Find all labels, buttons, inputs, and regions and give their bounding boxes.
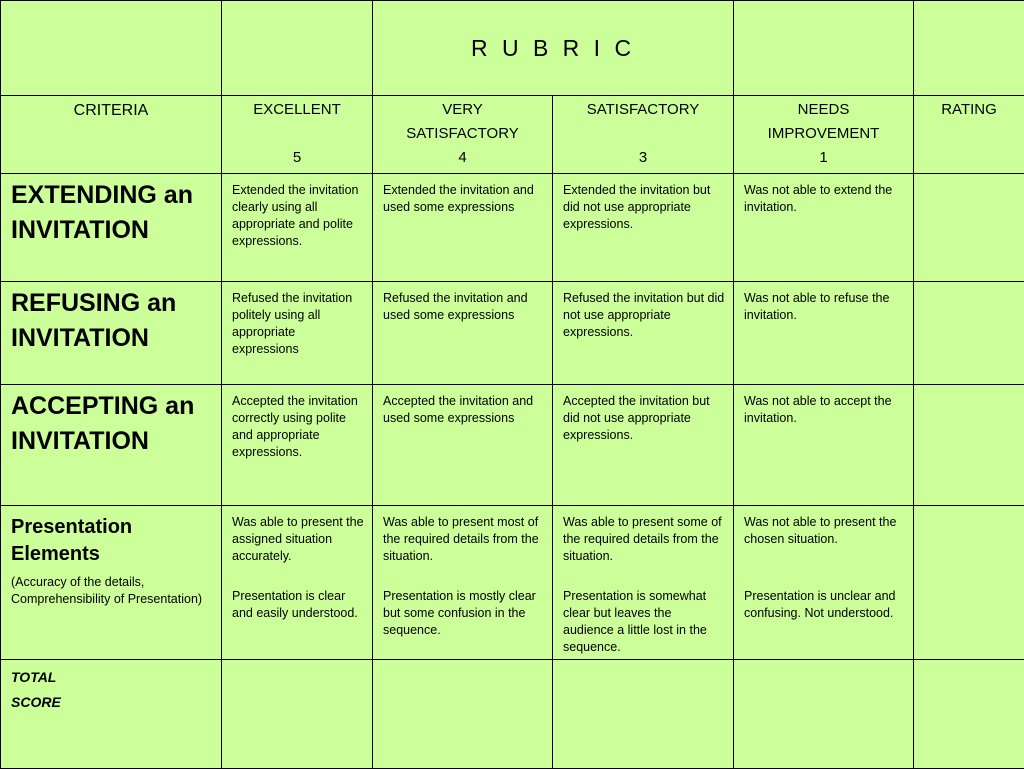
- total-score-label: [1, 660, 222, 769]
- rating-cell[interactable]: [914, 174, 1024, 282]
- criteria-header: CRITERIA: [1, 96, 222, 174]
- satisfactory-score: 3: [639, 149, 647, 166]
- very-satisfactory-text-2: Presentation is mostly clear but some confusion in the sequence.: [383, 588, 544, 639]
- rating-cell[interactable]: [914, 506, 1024, 660]
- needs-improvement-label-1: NEEDS: [798, 101, 850, 118]
- criteria-cell: REFUSING an INVITATION: [1, 282, 222, 385]
- total-rating-cell[interactable]: [914, 660, 1024, 769]
- total-blank-cell: [734, 660, 914, 769]
- excellent-text-1: Was able to present the assigned situation accurately.: [232, 515, 364, 563]
- very-satisfactory-cell: Accepted the invitation and used some expressions: [373, 385, 553, 506]
- very-satisfactory-label-2: SATISFACTORY: [406, 125, 519, 142]
- title-blank-cell: [1, 1, 222, 96]
- criteria-cell: ACCEPTING an INVITATION: [1, 385, 222, 506]
- excellent-text-2: Presentation is clear and easily understood.: [232, 588, 364, 622]
- very-satisfactory-cell: Refused the invitation and used some expressions: [373, 282, 553, 385]
- satisfactory-cell: Accepted the invitation but did not use appropriate expressions.: [553, 385, 734, 506]
- needs-improvement-header: [734, 96, 914, 174]
- table-row: [1, 506, 1024, 660]
- needs-improvement-cell: Was not able to accept the invitation.: [734, 385, 914, 506]
- needs-improvement-score: 1: [819, 149, 827, 166]
- total-blank-cell: [222, 660, 373, 769]
- excellent-cell: Accepted the invitation correctly using polite and appropriate expressions.: [222, 385, 373, 506]
- criteria-title: Presentation Elements: [11, 514, 215, 568]
- excellent-cell: Extended the invitation clearly using all appropriate and polite expressions.: [222, 174, 373, 282]
- needs-improvement-text-2: Presentation is unclear and confusing. Not understood.: [744, 588, 905, 622]
- satisfactory-label: SATISFACTORY: [587, 101, 700, 118]
- needs-improvement-text-1: Was not able to present the chosen situation.: [744, 515, 896, 546]
- satisfactory-text-2: Presentation is somewhat clear but leaves the audience a little lost in the sequence.: [563, 588, 725, 656]
- very-satisfactory-text-1: Was able to present most of the required details from the situation.: [383, 515, 539, 563]
- satisfactory-cell: [553, 506, 734, 660]
- total-blank-cell: [553, 660, 734, 769]
- needs-improvement-cell: Was not able to refuse the invitation.: [734, 282, 914, 385]
- title-blank-cell: [734, 1, 914, 96]
- needs-improvement-label-2: IMPROVEMENT: [768, 125, 880, 142]
- total-blank-cell: [373, 660, 553, 769]
- very-satisfactory-score: 4: [458, 149, 466, 166]
- title-row: [1, 1, 1024, 96]
- header-row: [1, 96, 1024, 174]
- very-satisfactory-label-1: VERY: [442, 101, 483, 118]
- satisfactory-cell: Refused the invitation but did not use appropriate expressions.: [553, 282, 734, 385]
- total-label-line2: SCORE: [11, 694, 61, 710]
- criteria-cell: [1, 506, 222, 660]
- excellent-label: EXCELLENT: [253, 101, 341, 118]
- very-satisfactory-header: [373, 96, 553, 174]
- excellent-score: 5: [293, 149, 301, 166]
- criteria-note: (Accuracy of the details, Comprehensibility of Presentation): [11, 574, 215, 608]
- rating-cell[interactable]: [914, 282, 1024, 385]
- total-row: [1, 660, 1024, 769]
- rating-cell[interactable]: [914, 385, 1024, 506]
- satisfactory-cell: Extended the invitation but did not use appropriate expressions.: [553, 174, 734, 282]
- satisfactory-header: [553, 96, 734, 174]
- criteria-cell: EXTENDING an INVITATION: [1, 174, 222, 282]
- excellent-cell: [222, 506, 373, 660]
- table-row: [1, 282, 1024, 385]
- very-satisfactory-cell: [373, 506, 553, 660]
- excellent-cell: Refused the invitation politely using all appropriate expressions: [222, 282, 373, 385]
- table-row: [1, 174, 1024, 282]
- title-blank-cell: [222, 1, 373, 96]
- rating-header: RATING: [914, 96, 1024, 174]
- title-blank-cell: [914, 1, 1024, 96]
- total-label-line1: TOTAL: [11, 669, 56, 685]
- table-row: [1, 385, 1024, 506]
- rubric-title: R U B R I C: [373, 1, 734, 96]
- excellent-header: [222, 96, 373, 174]
- needs-improvement-cell: Was not able to extend the invitation.: [734, 174, 914, 282]
- needs-improvement-cell: [734, 506, 914, 660]
- satisfactory-text-1: Was able to present some of the required details from the situation.: [563, 515, 722, 563]
- very-satisfactory-cell: Extended the invitation and used some expressions: [373, 174, 553, 282]
